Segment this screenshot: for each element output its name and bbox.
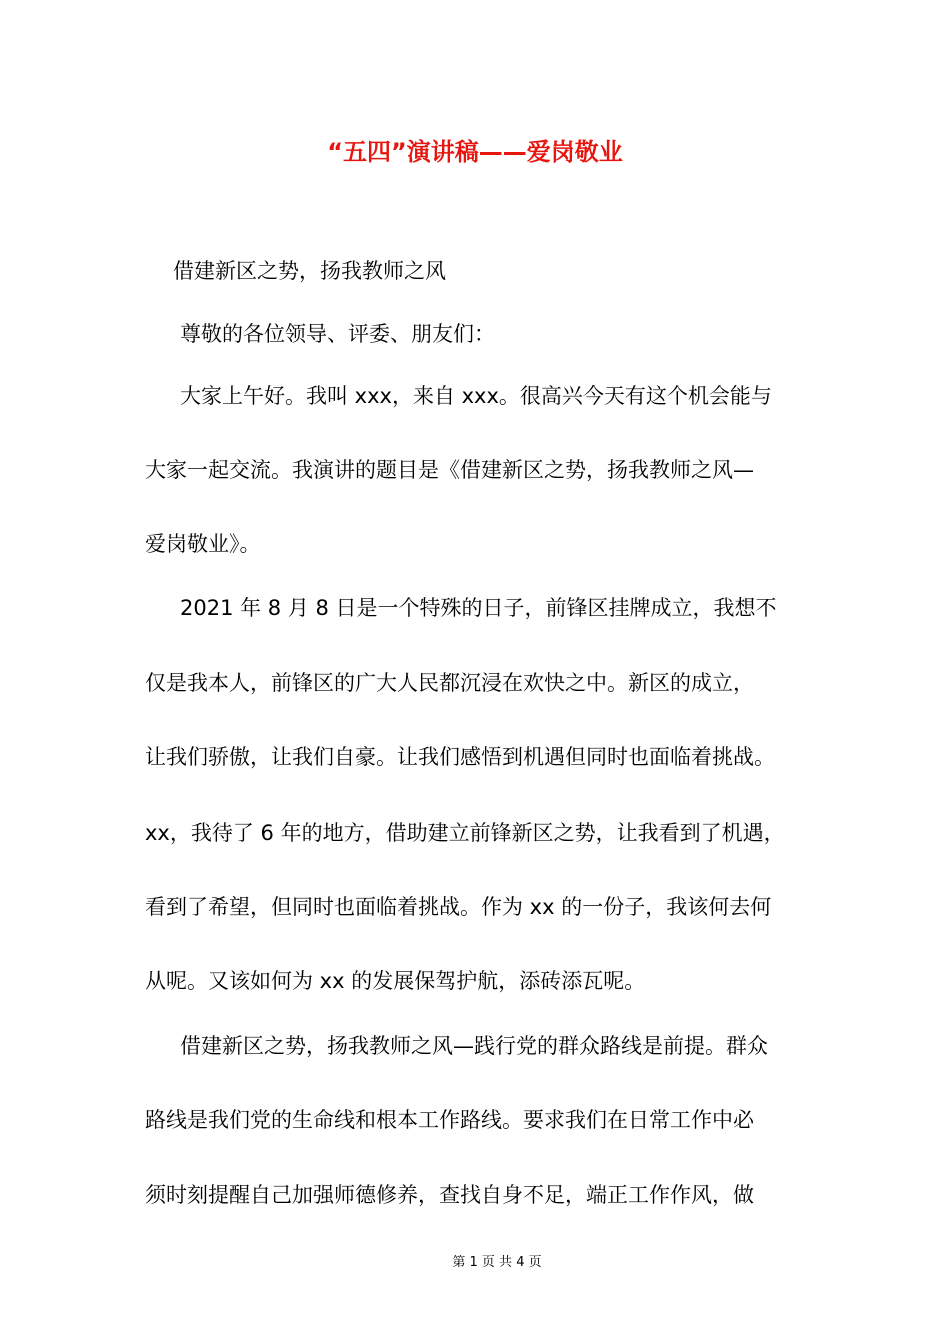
paragraph-line: 2021 年 8 月 8 日是一个特殊的日子，前锋区挂牌成立，我想不: [180, 596, 777, 620]
paragraph-line: 让我们骄傲，让我们自豪。让我们感悟到机遇但同时也面临着挑战。: [145, 745, 775, 769]
paragraph-line: 仅是我本人，前锋区的广大人民都沉浸在欢快之中。新区的成立，: [145, 671, 754, 695]
paragraph-line: 看到了希望，但同时也面临着挑战。作为 xx 的一份子，我该何去何: [145, 895, 772, 919]
paragraph-line: 爱岗敬业》。: [145, 532, 261, 556]
paragraph-line: 借建新区之势，扬我教师之风—践行党的群众路线是前提。群众: [180, 1034, 768, 1058]
subtitle-line: 借建新区之势，扬我教师之风: [173, 259, 446, 283]
paragraph-line: 路线是我们党的生命线和根本工作路线。要求我们在日常工作中必: [145, 1108, 754, 1132]
paragraph-line: xx，我待了 6 年的地方，借助建立前锋新区之势，让我看到了机遇，: [145, 821, 785, 845]
salutation-line: 尊敬的各位领导、评委、朋友们：: [180, 322, 495, 346]
paragraph-line: 从呢。又该如何为 xx 的发展保驾护航，添砖添瓦呢。: [145, 969, 646, 993]
page-number: 第 1 页 共 4 页: [452, 1255, 542, 1270]
document-title: “五四”演讲稿——爱岗敬业: [327, 138, 623, 166]
paragraph-line: 大家上午好。我叫 xxx，来自 xxx。很高兴今天有这个机会能与: [180, 384, 772, 408]
paragraph-line: 大家一起交流。我演讲的题目是《借建新区之势，扬我教师之风—: [145, 458, 754, 482]
paragraph-line: 须时刻提醒自己加强师德修养，查找自身不足，端正工作作风，做: [145, 1183, 754, 1207]
